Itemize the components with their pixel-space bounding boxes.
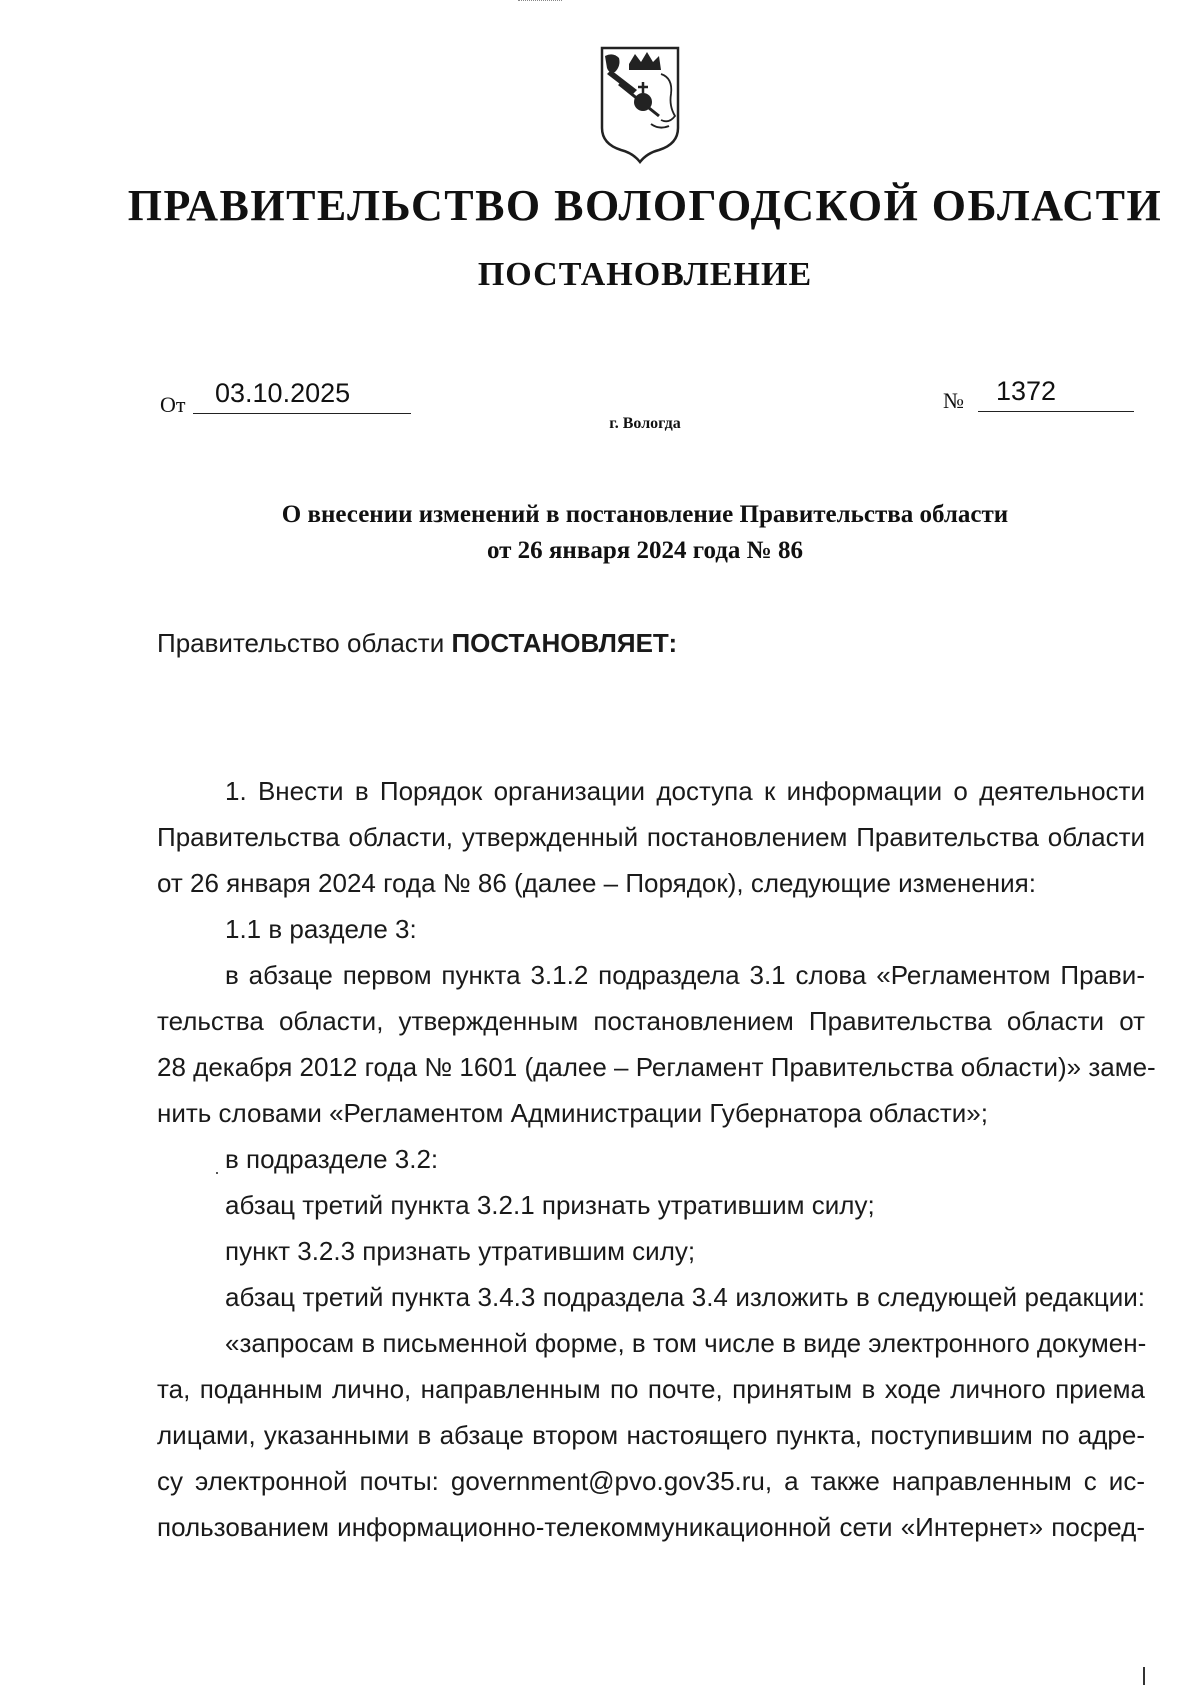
page-edge-mark <box>1143 1667 1145 1685</box>
body-line: та, поданным лично, направленным по почте, принятым в ходе личного приема <box>157 1374 1145 1404</box>
scan-artifact <box>216 1172 218 1174</box>
number-label: № <box>943 388 964 413</box>
document-subject <box>0 497 1200 569</box>
intro-paragraph <box>157 620 1145 666</box>
body-line: абзац третий пункта 3.2.1 признать утратившим силу; <box>225 1190 875 1220</box>
body-line: в подразделе 3.2: <box>225 1144 439 1174</box>
body-line: 1.1 в разделе 3: <box>225 914 417 944</box>
decree-word: ПОСТАНОВЛЯЕТ: <box>451 628 678 658</box>
body-line: нить словами «Регламентом Администрации Губернатора области»; <box>157 1098 988 1128</box>
subject-line: от 26 января 2024 года № 86 <box>486 537 804 564</box>
body-line: лицами, указанными в абзаце втором настоящего пункта, поступившим по адре- <box>157 1420 1145 1450</box>
document-body <box>157 620 1156 1550</box>
body-line: тельства области, утвержденным постановлением Правительства области от <box>157 1006 1145 1036</box>
body-line: пункт 3.2.3 признать утратившим силу; <box>225 1236 696 1266</box>
body-line: пользованием информационно-телекоммуникационной сети «Интернет» посред- <box>157 1512 1145 1542</box>
subject-line: О внесении изменений в постановление Правительства области <box>281 501 1009 528</box>
number-field: 1372 <box>978 376 1134 412</box>
body-line: су электронной почты: government@pvo.gov35.ru, а также направленным с ис- <box>157 1466 1145 1496</box>
date-field: 03.10.2025 <box>193 378 411 414</box>
body-line: 1. Внести в Порядок организации доступа к информации о деятельности <box>225 776 1145 806</box>
body-line: «запросам в письменной форме, в том числе в виде электронного докумен- <box>225 1328 1147 1358</box>
city-label: г. Вологда <box>609 415 681 432</box>
organization-title: ПРАВИТЕЛЬСТВО ВОЛОГОДСКОЙ ОБЛАСТИ <box>127 181 1163 230</box>
body-line: Правительства области, утвержденный постановлением Правительства области <box>157 822 1145 852</box>
document-type: ПОСТАНОВЛЕНИЕ <box>477 256 813 293</box>
body-line: 28 декабря 2012 года № 1601 (далее – Регламент Правительства области)» заме- <box>157 1052 1156 1082</box>
date-label: От <box>160 392 186 417</box>
spacer <box>157 666 1145 768</box>
intro-text: Правительство области <box>157 628 452 658</box>
vologda-coat-of-arms-icon <box>599 44 681 164</box>
body-line: от 26 января 2024 года № 86 (далее – Порядок), следующие изменения: <box>157 868 1036 898</box>
body-line: абзац третий пункта 3.4.3 подраздела 3.4 изложить в следующей редакции: <box>225 1282 1145 1312</box>
scan-artifact <box>518 0 562 3</box>
body-line: в абзаце первом пункта 3.1.2 подраздела 3.1 слова «Регламентом Прави- <box>225 960 1145 990</box>
